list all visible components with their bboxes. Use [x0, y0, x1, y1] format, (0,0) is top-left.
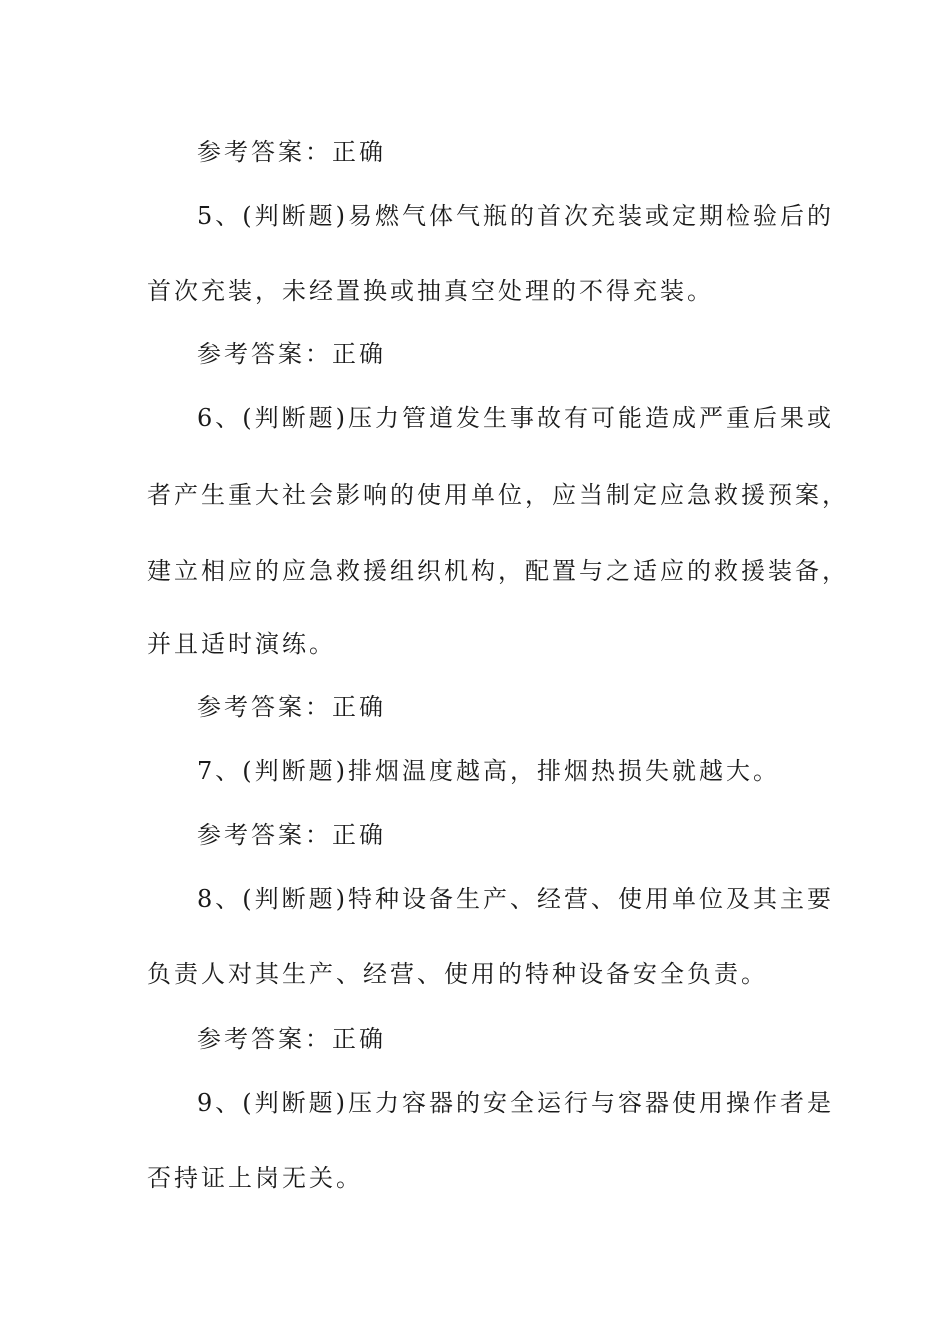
- question-5-line-1: 5、(判断题)易燃气体气瓶的首次充装或定期检验后的: [197, 202, 834, 230]
- question-9-line-1: 9、(判断题)压力容器的安全运行与容器使用操作者是: [197, 1089, 834, 1117]
- answer-line: 参考答案：正确: [197, 1025, 386, 1053]
- answer-line: 参考答案：正确: [197, 340, 386, 368]
- answer-line: 参考答案：正确: [197, 821, 386, 849]
- answer-line: 参考答案：正确: [197, 138, 386, 166]
- answer-line: 参考答案：正确: [197, 693, 386, 721]
- question-5-line-2: 首次充装，未经置换或抽真空处理的不得充装。: [147, 277, 714, 305]
- question-6-line-4: 并且适时演练。: [147, 630, 336, 658]
- question-8-line-1: 8、(判断题)特种设备生产、经营、使用单位及其主要: [197, 885, 834, 913]
- question-7-line-1: 7、(判断题)排烟温度越高，排烟热损失就越大。: [197, 757, 780, 785]
- question-6-line-1: 6、(判断题)压力管道发生事故有可能造成严重后果或: [197, 404, 834, 432]
- question-9-line-2: 否持证上岗无关。: [147, 1164, 363, 1192]
- question-8-line-2: 负责人对其生产、经营、使用的特种设备安全负责。: [147, 960, 768, 988]
- question-6-line-3: 建立相应的应急救援组织机构，配置与之适应的救援装备，: [147, 557, 849, 585]
- question-6-line-2: 者产生重大社会影响的使用单位，应当制定应急救援预案，: [147, 481, 849, 509]
